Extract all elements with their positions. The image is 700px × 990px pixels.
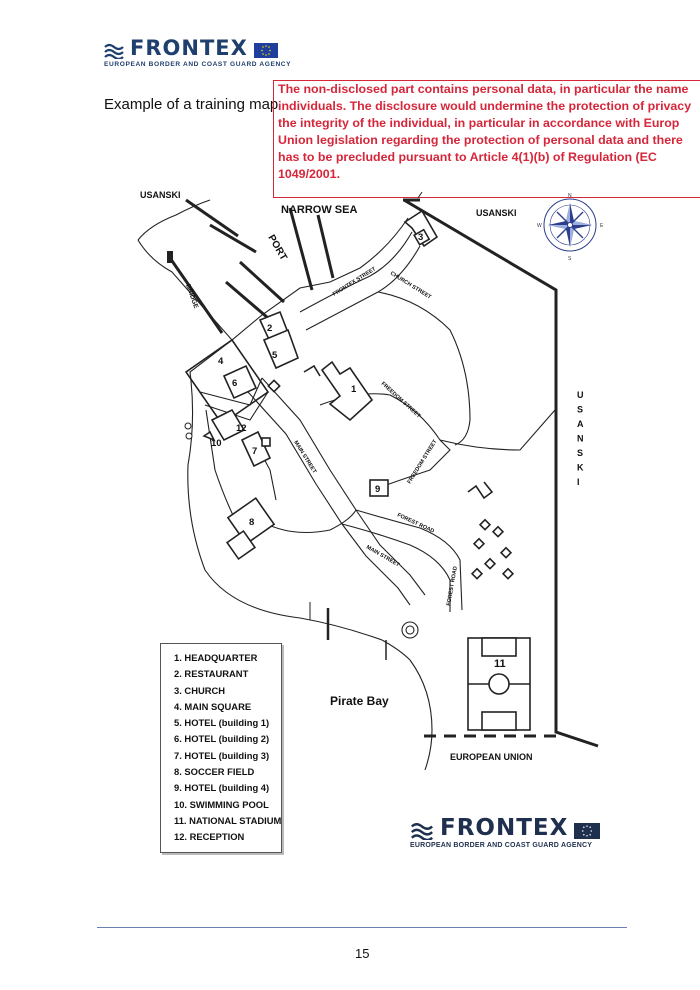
legend-item: 4. MAIN SQUARE — [174, 700, 252, 712]
footer-divider — [97, 927, 627, 928]
marker-12: 12 — [236, 423, 247, 434]
label-usanski-vertical — [577, 390, 584, 487]
marker-10: 10 — [211, 438, 222, 449]
eu-flag-icon — [574, 823, 600, 839]
legend-item: 6. HOTEL (building 2) — [174, 733, 270, 745]
svg-text:USANSKI: U S A N S K I — [577, 390, 584, 487]
western-coastline — [138, 200, 210, 240]
legend-item: 11. NATIONAL STADIUM — [174, 814, 282, 826]
footer-logo-tagline: EUROPEAN BORDER AND COAST GUARD AGENCY — [410, 842, 593, 849]
header-logo-tagline: EUROPEAN BORDER AND COAST GUARD AGENCY — [104, 61, 292, 68]
compass-e-label: E — [600, 223, 604, 229]
compass-w-label: W — [537, 223, 542, 229]
legend-item: 10. SWIMMING POOL — [174, 798, 269, 810]
compass-n-label: N — [568, 193, 572, 199]
building-1 — [322, 362, 372, 420]
bridge — [167, 251, 173, 263]
marker-8: 8 — [249, 517, 255, 528]
label-freedom-street-1: FREEDOM STREET — [379, 381, 422, 420]
label-bridge: BRIDGE — [184, 283, 200, 310]
label-port: PORT — [265, 233, 289, 263]
marker-3: 3 — [418, 232, 424, 243]
label-pirate-bay: Pirate Bay — [330, 694, 389, 708]
label-main-street-1: MAIN STREET — [292, 439, 318, 475]
legend-item: 1. HEADQUARTER — [174, 652, 258, 663]
label-usanski-left: USANSKI — [140, 190, 181, 200]
marker-4: 4 — [218, 356, 224, 367]
marker-2: 2 — [267, 323, 273, 334]
marker-5: 5 — [272, 350, 278, 361]
legend-item: 2. RESTAURANT — [174, 668, 249, 680]
label-european-union: EUROPEAN UNION — [450, 752, 533, 762]
marker-1: 1 — [351, 384, 357, 395]
header-logo-name: FRONTEX — [130, 36, 248, 60]
footer-logo — [410, 815, 600, 849]
bay-shore — [382, 640, 432, 770]
legend-item: 12. RECEPTION — [174, 831, 245, 843]
label-freedom-street-2: FREEDOM STREET — [406, 438, 439, 486]
legend-item: 8. SOCCER FIELD — [174, 766, 255, 778]
port-piers — [170, 200, 420, 333]
label-frontex-street: FRONTEX STREET — [331, 266, 378, 298]
frontex-waves-icon — [410, 822, 434, 840]
marker-6: 6 — [232, 378, 238, 389]
label-usanski-right: USANSKI — [476, 208, 517, 218]
marker-9: 9 — [375, 484, 381, 495]
label-narrow-sea: NARROW SEA — [281, 204, 358, 216]
label-main-street-2: MAIN STREET — [365, 544, 401, 569]
label-forest-road-2: FOREST ROAD — [446, 565, 459, 607]
compass-s-label: S — [568, 256, 572, 262]
legend-item: 9. HOTEL (building 4) — [174, 782, 270, 794]
footer-logo-name: FRONTEX — [440, 815, 569, 841]
marker-7: 7 — [252, 446, 258, 457]
label-church-street: CHURCH STREET — [388, 270, 433, 301]
redaction-notice: The non-disclosed part contains personal data, in particular the name individuals. The disclosure would undermine the protection of privacy the integrity of the individual, in particular in accordance with Europ Union legislation regarding the protection of personal data and there has to be precluded pursuant to Article 4(1)(b) of Regulation (EC 1049/2001. — [273, 80, 700, 198]
page-title: Example of a training map — [104, 96, 279, 113]
building-6 — [224, 366, 256, 398]
marker-11: 11 — [494, 658, 506, 670]
compass-rose — [544, 199, 596, 251]
legend-item: 7. HOTEL (building 3) — [174, 749, 270, 761]
legend-item: 5. HOTEL (building 1) — [174, 717, 270, 729]
map-legend — [160, 643, 282, 853]
page-number: 15 — [355, 946, 370, 961]
label-forest-road-1: FOREST ROAD — [396, 512, 435, 535]
legend-item: 3. CHURCH — [174, 684, 226, 696]
